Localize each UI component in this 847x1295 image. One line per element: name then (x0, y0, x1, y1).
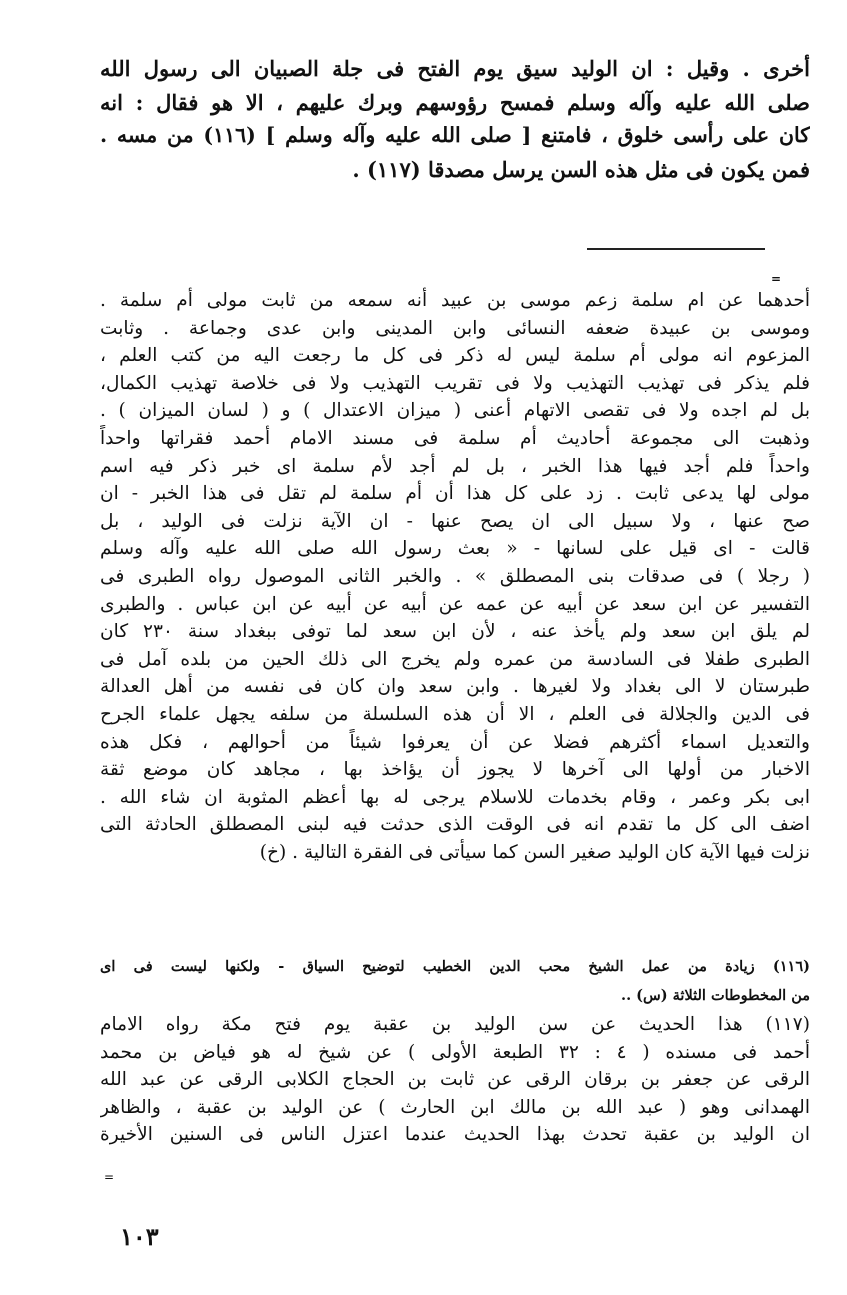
footnote-line: من المخطوطات الثلاثة (س) .. (621, 987, 810, 1004)
footnote-line: ابى بكر وعمر ، وقام بخدمات للاسلام يرجى له بها أعظم المثوبة ان شاء الله . (100, 786, 810, 808)
footnote-line: (١١٦) زيادة من عمل الشيخ محب الدين الخطيب لتوضيح السياق - ولكنها ليست فى اى (100, 958, 810, 975)
footnote-line: واحداً فلم أجد فيها هذا الخبر ، بل لم أجد لأم سلمة اى خبر ذكر فيه اسم (100, 455, 810, 477)
footnote-116 (100, 952, 810, 1010)
continuation-mark: = (771, 272, 782, 286)
footnote-line: مولى لها يدعى ثابت . زد على كل هذا أن أم سلمة لم تقل فى هذا الخبر - ان (100, 483, 810, 505)
footnote-line: وذهبت الى مجموعة أحاديث أم سلمة فى مسند الامام أحمد فقراتها واحداً (100, 427, 810, 449)
main-text-line: أخرى . وقيل : ان الوليد سيق يوم الفتح فى جلة الصبيان الى رسول الله (100, 56, 810, 81)
footnote-continued (100, 287, 810, 866)
footnote-line: فى الدين والجلالة فى العلم ، الا أن هذه السلسلة من سلفه يجهل علماء الجرح (100, 703, 810, 725)
footnote-line: اضف الى كل ما تقدم انه فى الوقت الذى حدثت فيه لبنى المصطلق الحادثة التى (100, 814, 810, 836)
main-text-line: فمن يكون فى مثل هذه السن يرسل مصدقا (١١٧) . (352, 156, 810, 182)
continues-mark: = (104, 1170, 115, 1184)
footnote-line: المزعوم انه مولى أم سلمة ليس له ذكر فى كل ما رجعت اليه من كتب العلم ، (100, 345, 810, 367)
footnote-line: طبرستان لا الى بغداد ولا لغيرها . وابن سعد وان كان فى نفسه من أهل العدالة (100, 676, 810, 698)
footnote-line: صح عنها ، ولا سبيل الى ان يصح عنها - ان الآية نزلت فى الوليد ، بل (100, 510, 810, 532)
main-text (100, 52, 810, 186)
footnote-line: وموسى بن عبيدة ضعفه النسائى وابن المدينى وابن عدى وجماعة . وثابت (100, 317, 810, 339)
footnote-separator (587, 248, 765, 250)
footnote-line: نزلت فيها الآية كان الوليد صغير السن كما سيأتى فى الفقرة التالية . (خ) (259, 841, 810, 863)
footnote-line: الاخبار من أولها الى آخرها لا يجوز أن يؤاخذ بها ، مجاهد كان موضع ثقة (100, 759, 810, 781)
footnote-line: الرقى عن جعفر بن برقان الرقى عن ثابت بن الحجاج الكلابى الرقى عن عبد الله (100, 1069, 810, 1091)
footnote-line: أحمد فى مسنده ( ٤ : ٣٢ الطبعة الأولى ) عن شيخ له هو فياض بن محمد (100, 1041, 810, 1063)
footnote-line: بل لم اجده ولا فى تقصى الاتهام أعنى ( ميزان الاعتدال ) و ( لسان الميزان ) . (100, 400, 810, 422)
footnote-line: والتعديل اسماء أكثرهم فضلا عن أن يعرفوا شيئاً من أحوالهم ، فكل هذه (100, 731, 810, 753)
footnote-line: لم يلق ابن سعد ولم يأخذ عنه ، لأن ابن سعد لما توفى ببغداد سنة ٢٣٠ كان (100, 621, 810, 643)
page-number: ١٠٣ (120, 1222, 159, 1251)
footnote-line: الهمدانى وهو ( عبد الله بن مالك ابن الحارث ) عن الوليد بن عقبة ، والظاهر (100, 1096, 810, 1118)
footnote-line: ( رجلا ) فى صدقات بنى المصطلق » . والخبر الثانى الموصول رواه الطبرى فى (100, 565, 810, 587)
footnote-line: (١١٧) هذا الحديث عن سن الوليد بن عقبة يوم فتح مكة رواه الامام (100, 1014, 810, 1035)
main-text-line: كان على رأسى خلوق ، فامتنع [ صلى الله عليه وآله وسلم ] (١١٦) من مسه . (100, 123, 810, 147)
footnote-line: أحدهما عن ام سلمة زعم موسى بن عبيد أنه سمعه من ثابت مولى أم سلمة . (100, 290, 810, 311)
footnote-117 (100, 1011, 810, 1149)
footnote-line: فلم يذكر فى تهذيب التهذيب ولا فى تقريب التهذيب ولا فى خلاصة تهذيب الكمال، (100, 372, 810, 394)
footnote-line: ان الوليد بن عقبة تحدث بهذا الحديث عندما اعتزل الناس فى السنين الأخيرة (100, 1124, 810, 1146)
footnote-line: التفسير عن ابن سعد عن أبيه عن عمه عن أبيه عن أبيه عن ابن عباس . والطبرى (100, 593, 810, 615)
footnote-line: قالت - اى قيل على لسانها - « بعث رسول الله صلى الله عليه وآله وسلم (100, 538, 810, 560)
main-text-line: صلى الله عليه وآله وسلم فمسح رؤوسهم وبرك عليهم ، الا هو فقال : انه (100, 89, 810, 115)
footnote-line: الطبرى طفلا فى السادسة من عمره ولم يخرج الى ذلك الحين من بلده آمل فى (100, 648, 810, 670)
